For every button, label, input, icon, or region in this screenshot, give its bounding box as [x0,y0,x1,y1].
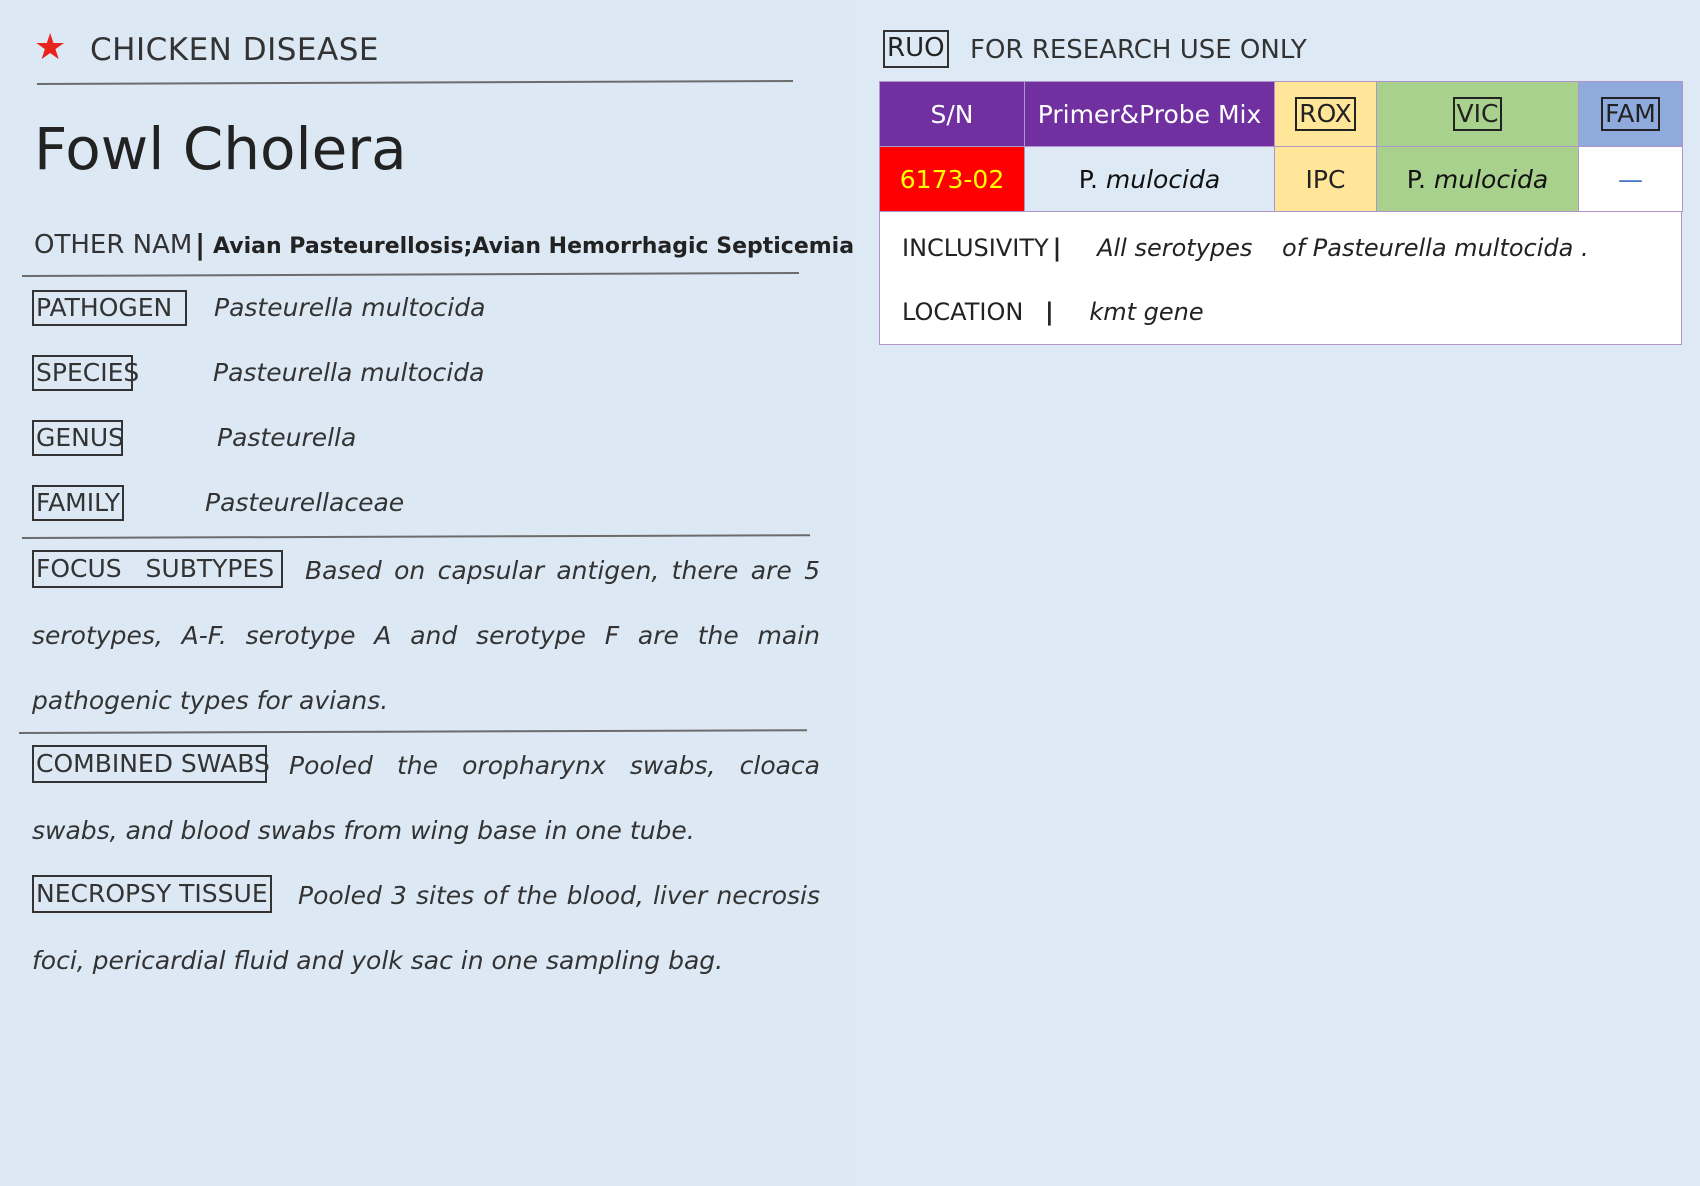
location-value: kmt gene [1089,298,1204,326]
inclusivity-value-b: of Pasteurella multocida . [1282,234,1589,262]
species-value: Pasteurella multocida [213,358,485,387]
focus-subtypes-text: Based on capsular antigen, there are 5 serotypes, A-F. serotype A and serotype F are the main pathogenic types for avians. [32,556,820,715]
focus-subtypes-section [32,538,820,733]
other-names-separator: | [195,228,206,261]
cell-rox: IPC [1275,147,1377,212]
family-label: FAMILY [32,485,124,521]
header-mix: Primer&Probe Mix [1025,82,1275,147]
vic-prefix: P. [1406,164,1426,194]
rox-label: ROX [1295,97,1356,131]
location-separator: | [1044,298,1054,326]
info-box [879,212,1682,345]
focus-subtypes-label: FOCUS SUBTYPES [32,550,283,588]
necropsy-tissue-section [32,863,820,993]
cell-vic [1377,147,1579,212]
combined-swabs-label: COMBINED SWABS [32,745,267,783]
pathogen-label: PATHOGEN [32,290,187,326]
inclusivity-row [902,234,1589,262]
vic-name: mulocida [1433,164,1549,194]
header-sn: S/N [880,82,1025,147]
cell-mix [1025,147,1275,212]
ruo-notice: FOR RESEARCH USE ONLY [970,35,1307,65]
species-label: SPECIES [32,355,133,391]
inclusivity-separator: | [1052,234,1062,262]
genus-label: GENUS [32,420,123,456]
necropsy-tissue-label: NECROPSY TISSUE [32,875,272,913]
star-icon: ★ [34,27,67,68]
fam-label: FAM [1601,97,1660,131]
table-header-row [880,82,1683,147]
header-fam [1579,82,1683,147]
necropsy-tissue-text: Pooled 3 sites of the blood, liver necrosis foci, pericardial fluid and yolk sac in one sampling bag. [32,881,820,975]
header-vic [1377,82,1579,147]
cell-fam: — [1579,147,1683,212]
other-names-value: Avian Pasteurellosis;Avian Hemorrhagic Septicemia [213,234,855,259]
family-value: Pasteurellaceae [205,488,405,517]
primer-probe-table [879,81,1683,212]
combined-swabs-text: Pooled the oropharynx swabs, cloaca swabs, and blood swabs from wing base in one tube. [32,751,820,845]
location-row [902,298,1204,326]
location-label: LOCATION [902,298,1024,326]
ruo-badge: RUO [883,30,949,68]
table-row [880,147,1683,212]
mix-name: mulocida [1105,164,1221,194]
cell-sn: 6173-02 [880,147,1025,212]
inclusivity-label: INCLUSIVITY [902,234,1049,262]
mix-prefix: P. [1078,164,1098,194]
inclusivity-value-a: All serotypes [1097,234,1253,262]
category-label: CHICKEN DISEASE [90,32,379,68]
page-title: Fowl Cholera [34,115,407,183]
pathogen-value: Pasteurella multocida [214,293,486,322]
genus-value: Pasteurella [217,423,357,452]
other-names-label: OTHER NAM [34,230,193,260]
combined-swabs-section [32,733,820,863]
vic-label: VIC [1453,97,1503,131]
header-rox [1275,82,1377,147]
